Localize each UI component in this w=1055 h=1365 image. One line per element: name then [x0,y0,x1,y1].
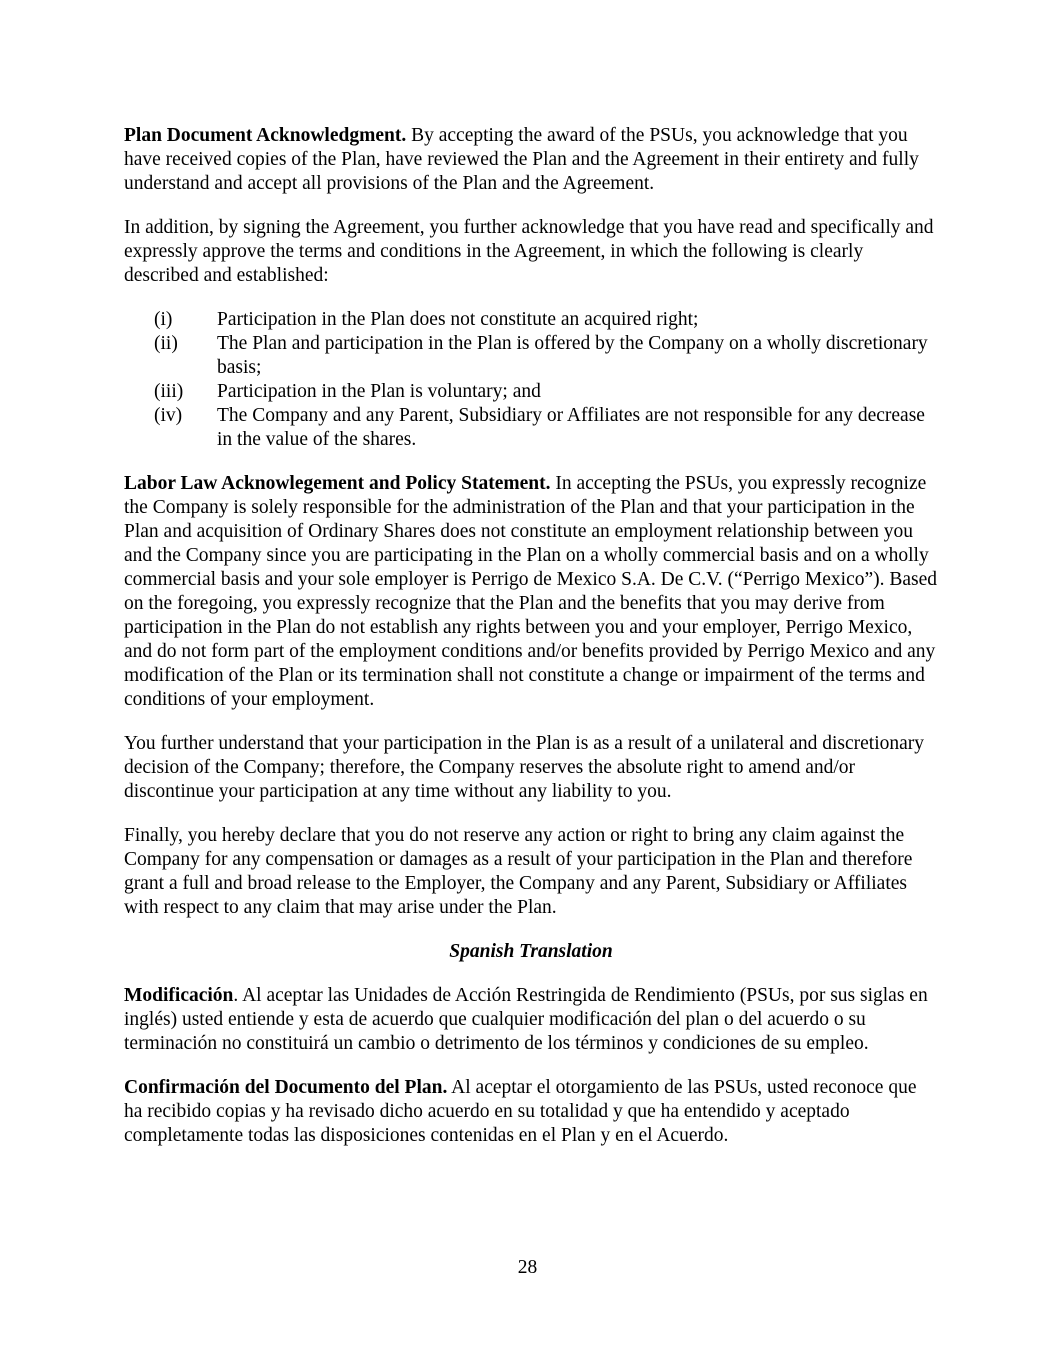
further-paragraph: You further understand that your participation in the Plan is as a result of a unilateral and discretionary decision of the Company; therefore, the Company reserves the absolute right to amend and/or discontinue your participation at any time without any liability to you. [124,733,925,802]
list-item-number: (ii) [154,333,178,354]
list-item-number: (iv) [154,405,183,426]
labor-law-body: In accepting the PSUs, you expressly recognize the Company is solely responsible for the administration of the Plan and that your participation in the Plan and acquisition of Ordinary Shares does not constitute an employment relationship between you and the Company since you are participating in the Plan on a wholly commercial basis and on a wholly commercial basis and your sole employer is Perrigo de Mexico S.A. De C.V. (“Perrigo Mexico”). Based on the foregoing, you expressly recognize that the Plan and the benefits that you may derive from participation in the Plan do not establish any rights between you and your employer, Perrigo Mexico, and do not form part of the employment conditions and/or benefits provided by Perrigo Mexico and any modification of the Plan or its termination shall not constitute a change or impairment of the terms and conditions of your employment. [124,473,938,710]
confirmacion-body: Al aceptar el otorgamiento de las PSUs, usted reconoce que ha recibido copias y ha revisado dicho acuerdo en su totalidad y que ha entendido y aceptado completamente todas las disposiciones contenidas en el Plan y en el Acuerdo. [124,1077,917,1146]
list-item-text: Participation in the Plan does not constitute an acquired right; [217,309,699,330]
list-item [124,308,938,332]
list-item-text: The Plan and participation in the Plan is offered by the Company on a wholly discretionary basis; [217,333,928,378]
list-item-number: (iii) [154,381,184,402]
finally-paragraph: Finally, you hereby declare that you do not reserve any action or right to bring any claim against the Company for any compensation or damages as a result of your participation in the Plan and therefore grant a full and broad release to the Employer, the Company and any Parent, Subsidiary or Affiliates with respect to any claim that may arise under the Plan. [124,825,913,918]
plan-ack-paragraph [124,124,938,196]
confirmacion-paragraph [124,1076,938,1148]
plan-ack-heading: Plan Document Acknowledgment. [124,125,407,146]
list-item [124,404,938,452]
confirmacion-heading: Confirmación del Documento del Plan. [124,1077,448,1098]
list-item-text: The Company and any Parent, Subsidiary or Affiliates are not responsible for any decrease in the value of the shares. [217,405,925,450]
spanish-translation-title: Spanish Translation [449,941,613,962]
document-page [124,124,938,1168]
modificacion-heading: Modificación [124,985,234,1006]
list-item-text: Participation in the Plan is voluntary; and [217,381,541,402]
addition-paragraph: In addition, by signing the Agreement, you further acknowledge that you have read and specifically and expressly approve the terms and conditions in the Agreement, in which the following is clearly described and established: [124,217,934,286]
list-item [124,332,938,380]
labor-law-heading: Labor Law Acknowlegement and Policy Statement. [124,473,551,494]
modificacion-paragraph [124,984,938,1056]
acknowledgment-list [124,308,938,452]
list-item-number: (i) [154,309,173,330]
page-number: 28 [517,1257,538,1278]
labor-law-paragraph [124,472,938,712]
list-item [124,380,938,404]
plan-ack-body: By accepting the award of the PSUs, you acknowledge that you have received copies of the Plan, have reviewed the Plan and the Agreement in their entirety and fully understand and accept all provisions of the Plan and the Agreement. [124,125,919,194]
modificacion-body: . Al aceptar las Unidades de Acción Restringida de Rendimiento (PSUs, por sus siglas en inglés) usted entiende y esta de acuerdo que cualquier modificación del plan o del acuerdo o su terminación no constituirá un cambio o detrimento de los términos y condiciones de su empleo. [124,985,928,1054]
